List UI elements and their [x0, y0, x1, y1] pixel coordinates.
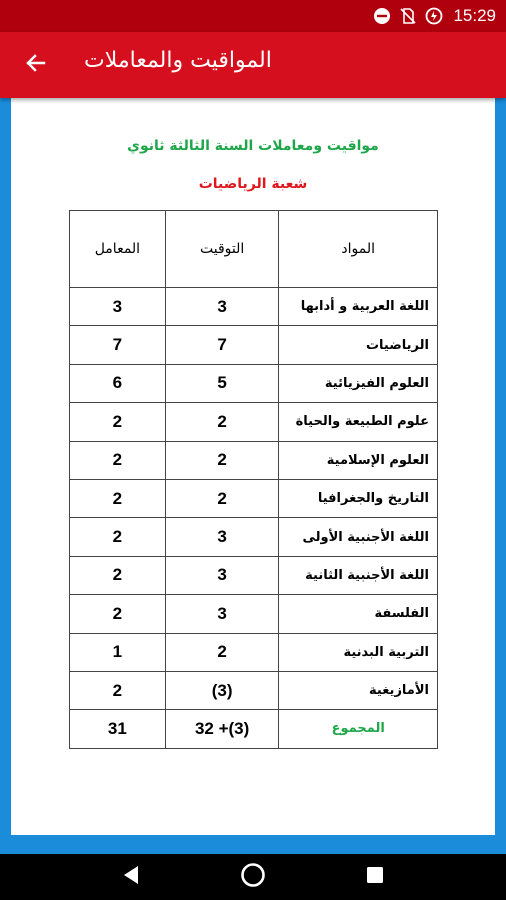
schedule-table: [69, 210, 438, 749]
header-time: التوقيت: [165, 211, 279, 288]
cell-coefficient: 3: [70, 288, 166, 326]
nav-home-button[interactable]: [238, 862, 268, 892]
back-triangle-icon: [121, 864, 141, 890]
cell-coefficient: 2: [70, 479, 166, 517]
total-label: المجموع: [279, 710, 438, 748]
cell-subject: اللغة العربية و أدابها: [279, 288, 438, 326]
branch-subheading: شعبة الرياضيات: [198, 176, 308, 192]
cell-subject: اللغة الأجنبية الثانية: [279, 556, 438, 594]
table-row: [70, 364, 438, 402]
cell-coefficient: 2: [70, 403, 166, 441]
cell-coefficient: 2: [70, 595, 166, 633]
table-row: [70, 403, 438, 441]
header-coefficient: المعامل: [70, 211, 166, 288]
recents-square-icon: [365, 865, 385, 889]
cell-coefficient: 7: [70, 326, 166, 364]
table-row: [70, 671, 438, 709]
status-time: 15:29: [453, 6, 496, 25]
table-row: [70, 595, 438, 633]
cell-time: 3: [165, 518, 279, 556]
header-subject: المواد: [279, 211, 438, 288]
back-button[interactable]: [16, 46, 54, 84]
cell-coefficient: 2: [70, 441, 166, 479]
cell-subject: الفلسفة: [279, 595, 438, 633]
cell-time: 5: [165, 364, 279, 402]
cell-coefficient: 2: [70, 518, 166, 556]
schedule-heading: مواقيت ومعاملات السنة الثالثة ثانوي: [127, 138, 379, 154]
cell-subject: الرياضيات: [279, 326, 438, 364]
nav-back-button[interactable]: [116, 862, 146, 892]
cell-time: 3: [165, 288, 279, 326]
table-header-row: [70, 211, 438, 288]
home-circle-icon: [240, 862, 266, 892]
cell-coefficient: 2: [70, 556, 166, 594]
cell-time: 2: [165, 403, 279, 441]
cell-subject: اللغة الأجنبية الأولى: [279, 518, 438, 556]
cell-subject: التاريخ والجغرافيا: [279, 479, 438, 517]
table-row: [70, 288, 438, 326]
cell-subject: علوم الطبيعة والحياة: [279, 403, 438, 441]
data-saver-icon: [425, 7, 443, 25]
cell-time: 2: [165, 441, 279, 479]
table-row: [70, 556, 438, 594]
cell-subject: العلوم الإسلامية: [279, 441, 438, 479]
table-row: [70, 326, 438, 364]
table-total-row: [70, 710, 438, 748]
cell-coefficient: 6: [70, 364, 166, 402]
table-row: [70, 518, 438, 556]
table-row: [70, 479, 438, 517]
cell-time: 7: [165, 326, 279, 364]
cell-coefficient: 2: [70, 671, 166, 709]
cell-time: 3: [165, 595, 279, 633]
content-frame: [0, 98, 506, 854]
cell-subject: التربية البدنية: [279, 633, 438, 671]
cell-time: 2: [165, 633, 279, 671]
cell-subject: الأمازيغية: [279, 671, 438, 709]
cell-time: 3: [165, 556, 279, 594]
app-bar: [0, 32, 506, 98]
content-card: [11, 98, 495, 835]
status-bar: [0, 0, 506, 32]
table-row: [70, 441, 438, 479]
total-time: 32 +(3): [165, 710, 279, 748]
cell-time: (3): [165, 671, 279, 709]
nav-recents-button[interactable]: [360, 862, 390, 892]
page-title: المواقيت والمعاملات: [84, 48, 272, 73]
cell-time: 2: [165, 479, 279, 517]
navigation-bar: [0, 854, 506, 900]
total-coefficient: 31: [70, 710, 166, 748]
do-not-disturb-icon: [373, 7, 391, 25]
arrow-back-icon: [24, 52, 46, 78]
cell-subject: العلوم الفيزيائية: [279, 364, 438, 402]
no-sim-icon: [399, 7, 417, 25]
table-row: [70, 633, 438, 671]
cell-coefficient: 1: [70, 633, 166, 671]
